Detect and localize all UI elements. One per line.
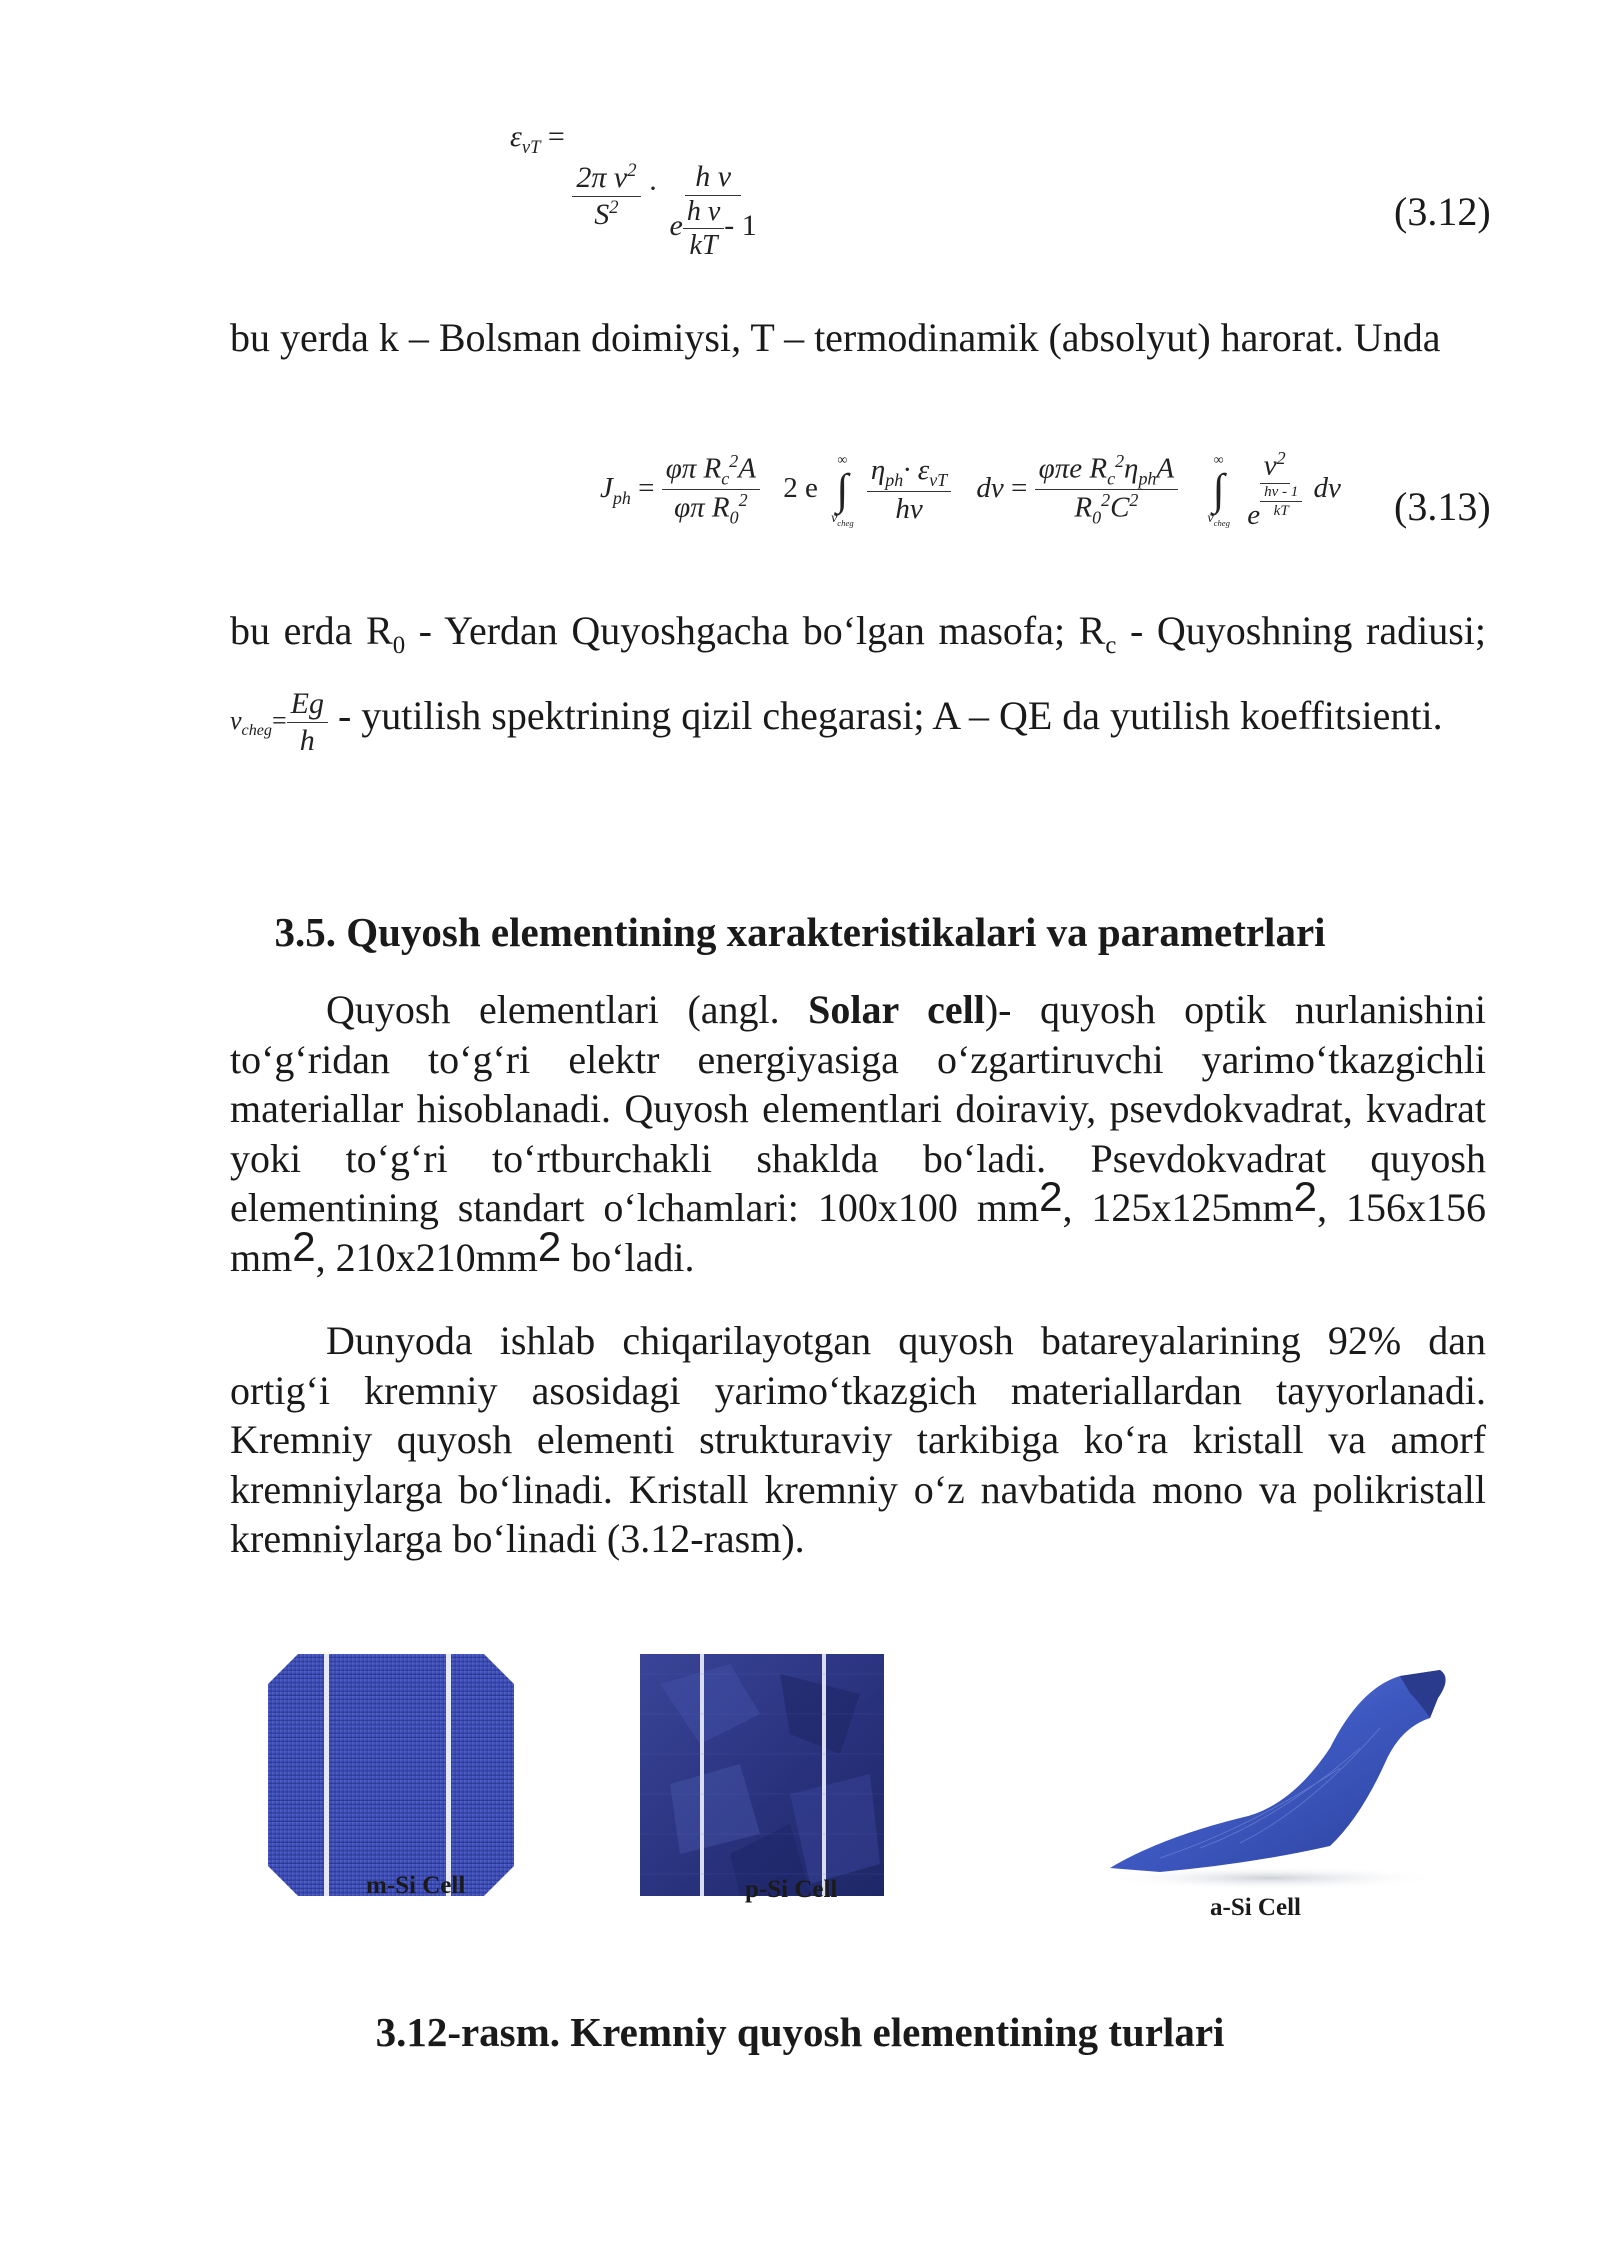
equation-number-3-13: (3.13): [1394, 484, 1491, 529]
equation-number-3-12: (3.12): [1394, 189, 1491, 234]
paragraph-boltzmann: bu yerda k – Bolsman doimiysi, T – termodinamik (absolyut) harorat. Unda: [230, 315, 1441, 360]
mono-si-cell-label: m-Si Cell: [366, 1872, 466, 1899]
paragraph-definitions: bu erda $R_0$ - Yerdan Quyoshgacha bo‘lgan masofa; $R_c$ - Quyoshning radiusi; $\nu_{cheg}=$ $\frac{Eg}{h}$ - yutilish spektrining qizil chegarasi; A – QE da yutilish koeffitsienti.: [230, 608, 1486, 757]
paragraph-silicon-types: Dunyoda ishlab chiqarilayotgan quyosh batareyalarining 92% dan ortig‘i kremniy asosidagi yarimo‘tkazgich materiallardan tayyorlanadi. Kremniy quyosh elementi strukturaviy tarkibiga ko‘ra kristall va amorf kremniylarga bo‘linadi. Kristall kremniy o‘z navbatida mono va polikristall kremniylarga bo‘linadi (3.12-rasm).: [230, 1318, 1486, 1561]
figure-caption: 3.12-rasm. Kremniy quyosh elementining turlari: [375, 2009, 1225, 2055]
amorphous-si-cell-image: [1100, 1668, 1450, 1888]
equation-3-13: $J_{ph}$ = $\frac{\varphi\pi R_c^2A}{\varphi\pi R_0^2}$ 2 e ∞ ∫ $\nu_{cheg}$ $\frac{\eta_{ph}\cdot \varepsilon_{\nu T}}{h\nu}$ dν = $\frac{\varphi\pi e R_c^2\eta_{ph}A}{R_0^2C^2}$ ∞ ∫ $\nu_{cheg}$ $\nu^2$ e $\frac{h\nu - 1}{kT}$ dν: [600, 448, 1341, 531]
mono-si-cell-image: [268, 1654, 514, 1896]
section-title: 3.5. Quyosh elementining xarakteristikalari va parametrlari: [274, 909, 1326, 955]
integral-sign-2: ∞ ∫ $\nu_{cheg}$: [1207, 452, 1230, 528]
poly-si-cell-label: p-Si Cell: [745, 1876, 838, 1903]
poly-si-cell-image: [640, 1654, 884, 1896]
paragraph-solar-cell: Quyosh elementlari (angl. Solar cell)- quyosh optik nurlanishini to‘g‘ridan to‘g‘ri elektr energiyasiga o‘zgartiruvchi yarimo‘tkazgichli materiallar hisoblanadi. Quyosh elementlari doiraviy, psevdokvadrat, kvadrat yoki to‘g‘ri to‘rtburchakli shaklda bo‘ladi. Psevdokvadrat quyosh elementining standart o‘lchamlari: 100x100 mm2, 125x125mm2, 156x156 mm2, 210x210mm2 bo‘ladi.: [230, 987, 1486, 1280]
equation-3-12: $\varepsilon_{\nu T}$ = $\frac{2\pi \nu^2}{S^2}$ · h ν e $\frac{\text{h ν}}{kT}$ - 1: [510, 119, 757, 261]
integral-sign: ∞ ∫ $\nu_{cheg}$: [831, 452, 854, 528]
amorphous-si-cell-label: a-Si Cell: [1210, 1894, 1301, 1921]
